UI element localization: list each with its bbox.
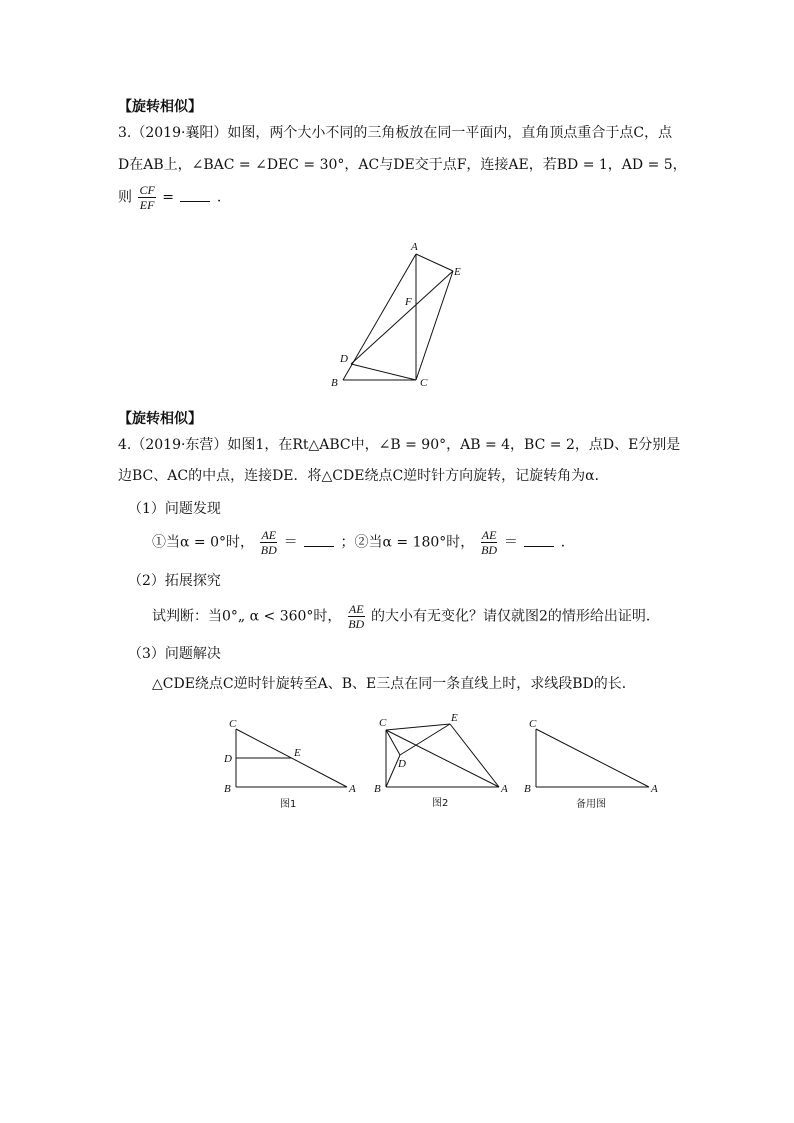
fig1-label-E: E [294,747,301,759]
q3-text-line3 [118,183,221,212]
q4-frac2-num: AE [481,528,497,542]
fig2-label-D: D [398,758,406,770]
q4-answer-blank-1 [304,534,334,547]
q3-label-D: D [340,353,348,365]
fig2-label-C: C [379,717,387,729]
q4-part2-title: （2）拓展探究 [128,573,221,589]
fig3-label-A: A [651,783,658,795]
q4-part1-c: ；②当α = 180°时， [340,534,475,551]
q3-prefix: 则 [118,189,132,206]
q4-fraction-1 [260,528,277,557]
q3-period: . [216,189,222,206]
q4-part3-text: △CDE绕点C逆时针旋转至A、B、E三点在同一条直线上时，求线段BD的长． [152,676,636,692]
q4-part1-line [152,528,575,557]
q4-part1-b: ＝ [283,534,298,551]
q3-answer-blank [180,189,210,202]
q4-part1-title: （1）问题发现 [128,501,221,517]
q3-label-E: E [454,266,461,278]
q3-figure [325,240,465,390]
q4-frac2-den: BD [481,543,498,557]
fig2-label-E: E [451,712,458,724]
fig2-caption: 图2 [432,798,449,809]
q3-label-F: F [405,296,412,308]
q4-text-line2: 边BC、AC的中点，连接DE．将△CDE绕点C逆时针方向旋转，记旋转角为α． [118,468,609,484]
q4-part1-e: ． [560,534,575,551]
q4-figure-backup [520,715,665,815]
q3-frac-den: EF [139,198,155,212]
q4-fraction-3 [348,602,365,631]
q4-part2-line [152,602,660,631]
q4-figure-1 [220,715,360,815]
fig3-label-C: C [529,718,537,730]
q3-label-B: B [331,377,338,389]
q4-part2-b: 的大小有无变化？请仅就图2的情形给出证明． [371,608,660,625]
q4-frac3-den: BD [348,617,365,631]
q4-fraction-2 [481,528,498,557]
fig3-label-B: B [524,783,531,795]
fig3-caption: 备用图 [576,799,606,810]
q3-frac-num: CF [139,183,155,197]
q4-heading: 【旋转相似】 [118,411,202,427]
q4-answer-blank-2 [524,534,554,547]
q3-equals: = [162,189,174,206]
q4-part1-a: ①当α = 0°时， [152,534,254,551]
q4-frac3-num: AE [348,602,364,616]
fig2-label-A: A [501,783,508,795]
q3-fraction [138,183,155,212]
fig1-label-C: C [229,718,237,730]
q3-heading: 【旋转相似】 [118,99,202,115]
q3-text-line2: D在AB上，∠BAC = ∠DEC = 30°，AC与DE交于点F，连接AE，若BD = 1，AD = 5， [118,157,687,173]
q4-part2-a: 试判断：当0°„ α < 360°时， [152,608,342,625]
q3-text-line1: 3.（2019·襄阳）如图，两个大小不同的三角板放在同一平面内，直角顶点重合于点C，点 [118,125,673,141]
q4-part1-d: ＝ [503,534,518,551]
q4-frac1-num: AE [261,528,277,542]
q4-frac1-den: BD [260,543,277,557]
q4-figure-2 [370,710,510,810]
q3-label-A: A [411,241,418,253]
fig1-label-A: A [349,783,356,795]
fig1-caption: 图1 [280,799,297,810]
q3-label-C: C [420,377,428,389]
q4-text-line1: 4.（2019·东营）如图1，在Rt△ABC中，∠B = 90°，AB = 4，BC = 2，点D、E分别是 [118,437,681,453]
fig1-label-B: B [224,783,231,795]
fig2-label-B: B [374,783,381,795]
fig1-label-D: D [224,753,232,765]
q4-part3-title: （3）问题解决 [128,646,221,662]
